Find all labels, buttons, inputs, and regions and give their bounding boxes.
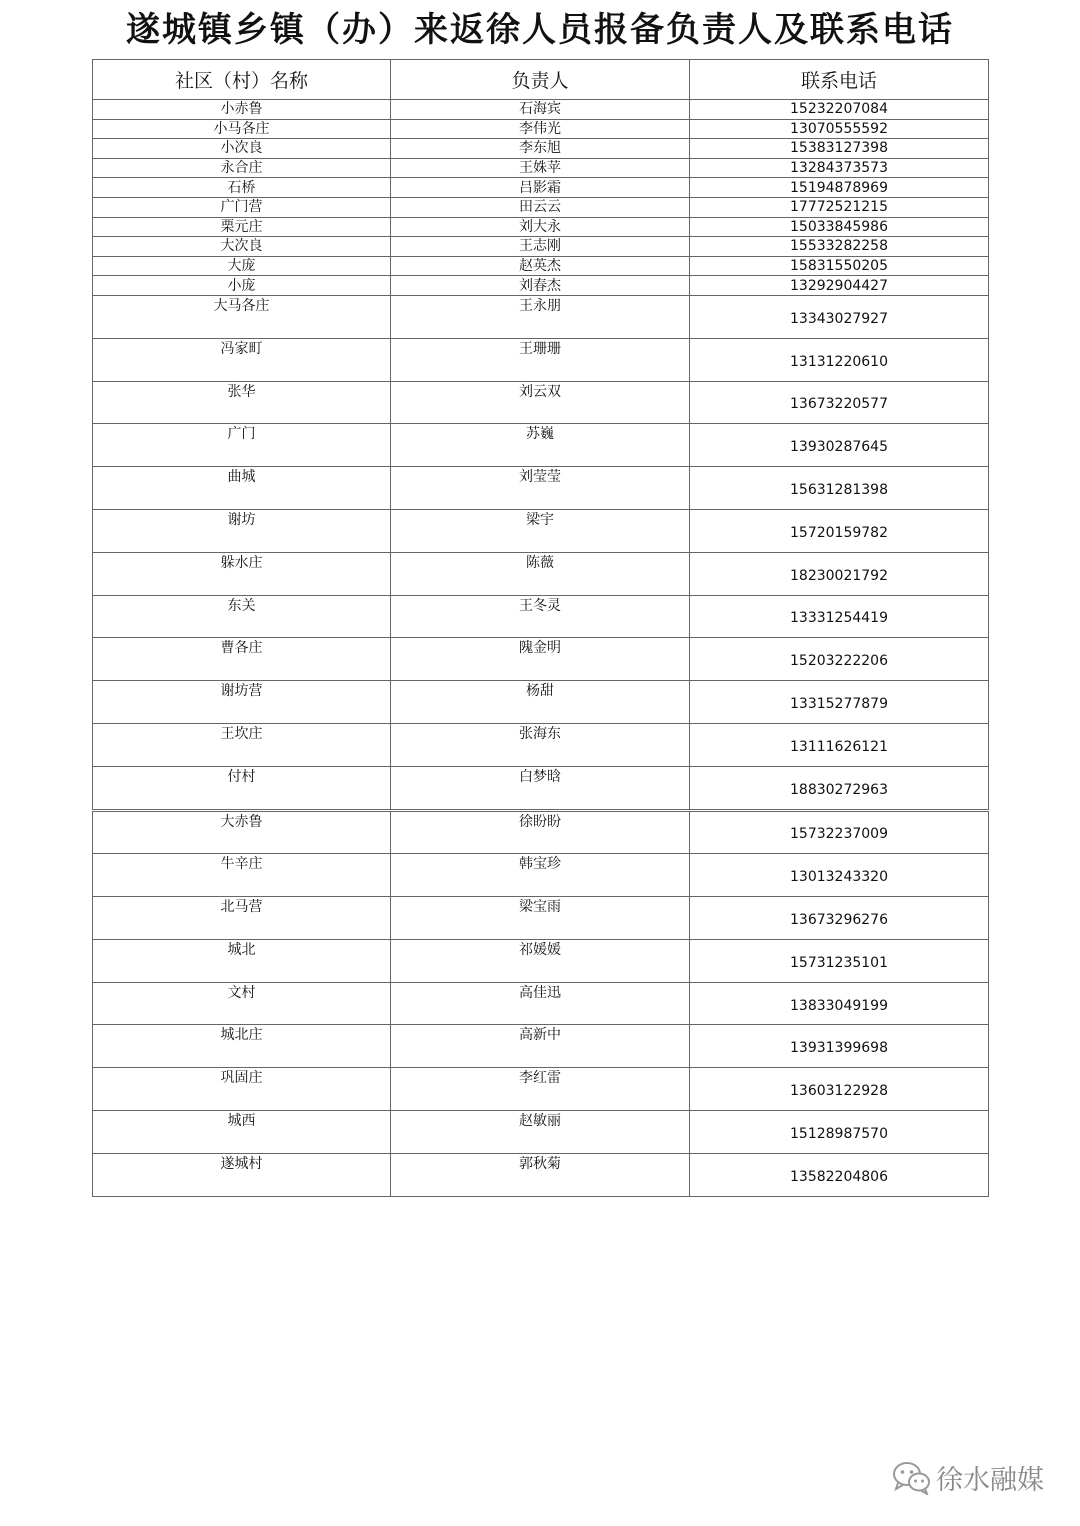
village-cell: 城北庄 (93, 1025, 391, 1068)
phone-cell: 15533282258 (690, 237, 989, 257)
person-cell: 刘大永 (391, 217, 690, 237)
person-cell: 徐盼盼 (391, 810, 690, 854)
village-cell: 大赤鲁 (93, 810, 391, 854)
person-cell: 杨甜 (391, 681, 690, 724)
village-cell: 躲水庄 (93, 552, 391, 595)
village-cell: 谢坊 (93, 509, 391, 552)
table-row (93, 217, 989, 237)
person-cell: 王珊珊 (391, 338, 690, 381)
phone-cell: 15203222206 (690, 638, 989, 681)
village-cell: 北马营 (93, 897, 391, 940)
table-row (93, 766, 989, 810)
person-cell: 梁宝雨 (391, 897, 690, 940)
wechat-icon (892, 1461, 932, 1495)
watermark (892, 1458, 1044, 1497)
village-cell: 石桥 (93, 178, 391, 198)
header-phone: 联系电话 (690, 60, 989, 100)
table-row (93, 100, 989, 120)
phone-cell: 15731235101 (690, 939, 989, 982)
table-header-row (93, 60, 989, 100)
phone-cell: 13070555592 (690, 119, 989, 139)
contact-table (92, 59, 989, 1197)
table-row (93, 939, 989, 982)
phone-cell: 13013243320 (690, 854, 989, 897)
phone-cell: 13343027927 (690, 295, 989, 338)
phone-cell: 13331254419 (690, 595, 989, 638)
person-cell: 刘云双 (391, 381, 690, 424)
person-cell: 隗金明 (391, 638, 690, 681)
table-row (93, 638, 989, 681)
phone-cell: 18230021792 (690, 552, 989, 595)
table-row (93, 897, 989, 940)
table-row (93, 723, 989, 766)
person-cell: 王志刚 (391, 237, 690, 257)
phone-cell: 15383127398 (690, 139, 989, 159)
phone-cell: 15033845986 (690, 217, 989, 237)
person-cell: 王冬灵 (391, 595, 690, 638)
village-cell: 小次良 (93, 139, 391, 159)
table-row (93, 139, 989, 159)
village-cell: 牛辛庄 (93, 854, 391, 897)
person-cell: 李伟光 (391, 119, 690, 139)
person-cell: 祁媛媛 (391, 939, 690, 982)
village-cell: 大次良 (93, 237, 391, 257)
phone-cell: 13111626121 (690, 723, 989, 766)
village-cell: 遂城村 (93, 1153, 391, 1196)
table-row (93, 119, 989, 139)
person-cell: 高佳迅 (391, 982, 690, 1025)
phone-cell: 13673220577 (690, 381, 989, 424)
village-cell: 王坎庄 (93, 723, 391, 766)
person-cell: 陈薇 (391, 552, 690, 595)
village-cell: 冯家町 (93, 338, 391, 381)
phone-cell: 13833049199 (690, 982, 989, 1025)
table-row (93, 1025, 989, 1068)
page-title: 遂城镇乡镇（办）来返徐人员报备负责人及联系电话 (126, 10, 954, 50)
village-cell: 栗元庄 (93, 217, 391, 237)
village-cell: 付村 (93, 766, 391, 810)
village-cell: 巩固庄 (93, 1068, 391, 1111)
village-cell: 文村 (93, 982, 391, 1025)
village-cell: 大马各庄 (93, 295, 391, 338)
person-cell: 吕影霜 (391, 178, 690, 198)
phone-cell: 13673296276 (690, 897, 989, 940)
person-cell: 王姝苹 (391, 158, 690, 178)
table-row (93, 424, 989, 467)
phone-cell: 13582204806 (690, 1153, 989, 1196)
table-row (93, 810, 989, 854)
phone-cell: 13603122928 (690, 1068, 989, 1111)
person-cell: 张海东 (391, 723, 690, 766)
phone-cell: 17772521215 (690, 197, 989, 217)
person-cell: 苏巍 (391, 424, 690, 467)
village-cell: 广门 (93, 424, 391, 467)
phone-cell: 13931399698 (690, 1025, 989, 1068)
phone-cell: 13315277879 (690, 681, 989, 724)
person-cell: 赵敏丽 (391, 1111, 690, 1154)
village-cell: 小马各庄 (93, 119, 391, 139)
phone-cell: 13930287645 (690, 424, 989, 467)
village-cell: 永合庄 (93, 158, 391, 178)
table-row (93, 595, 989, 638)
village-cell: 小赤鲁 (93, 100, 391, 120)
header-village: 社区（村）名称 (93, 60, 391, 100)
table-row (93, 854, 989, 897)
table-row (93, 467, 989, 510)
table-row (93, 681, 989, 724)
table-row (93, 178, 989, 198)
person-cell: 石海宾 (391, 100, 690, 120)
person-cell: 刘春杰 (391, 276, 690, 296)
village-cell: 曹各庄 (93, 638, 391, 681)
table-row (93, 256, 989, 276)
phone-cell: 13292904427 (690, 276, 989, 296)
phone-cell: 15232207084 (690, 100, 989, 120)
phone-cell: 13284373573 (690, 158, 989, 178)
village-cell: 城北 (93, 939, 391, 982)
table-row (93, 381, 989, 424)
village-cell: 广门营 (93, 197, 391, 217)
table-row (93, 158, 989, 178)
phone-cell: 13131220610 (690, 338, 989, 381)
person-cell: 郭秋菊 (391, 1153, 690, 1196)
table-row (93, 295, 989, 338)
village-cell: 谢坊营 (93, 681, 391, 724)
header-person: 负责人 (391, 60, 690, 100)
table-row (93, 237, 989, 257)
phone-cell: 15732237009 (690, 810, 989, 854)
person-cell: 高新中 (391, 1025, 690, 1068)
phone-cell: 15631281398 (690, 467, 989, 510)
watermark-text: 徐水融媒 (936, 1465, 1044, 1496)
person-cell: 赵英杰 (391, 256, 690, 276)
person-cell: 李红雷 (391, 1068, 690, 1111)
table-row (93, 982, 989, 1025)
phone-cell: 18830272963 (690, 766, 989, 810)
phone-cell: 15720159782 (690, 509, 989, 552)
table-row (93, 552, 989, 595)
phone-cell: 15831550205 (690, 256, 989, 276)
village-cell: 城西 (93, 1111, 391, 1154)
village-cell: 小庞 (93, 276, 391, 296)
village-cell: 张华 (93, 381, 391, 424)
person-cell: 白梦晗 (391, 766, 690, 810)
table-row (93, 509, 989, 552)
table-row (93, 1068, 989, 1111)
table-row (93, 1153, 989, 1196)
phone-cell: 15128987570 (690, 1111, 989, 1154)
table-row (93, 276, 989, 296)
person-cell: 韩宝珍 (391, 854, 690, 897)
table-row (93, 1111, 989, 1154)
person-cell: 田云云 (391, 197, 690, 217)
person-cell: 王永朋 (391, 295, 690, 338)
person-cell: 刘莹莹 (391, 467, 690, 510)
village-cell: 曲城 (93, 467, 391, 510)
phone-cell: 15194878969 (690, 178, 989, 198)
table-row (93, 197, 989, 217)
table-row (93, 338, 989, 381)
village-cell: 东关 (93, 595, 391, 638)
village-cell: 大庞 (93, 256, 391, 276)
person-cell: 梁宇 (391, 509, 690, 552)
person-cell: 李东旭 (391, 139, 690, 159)
